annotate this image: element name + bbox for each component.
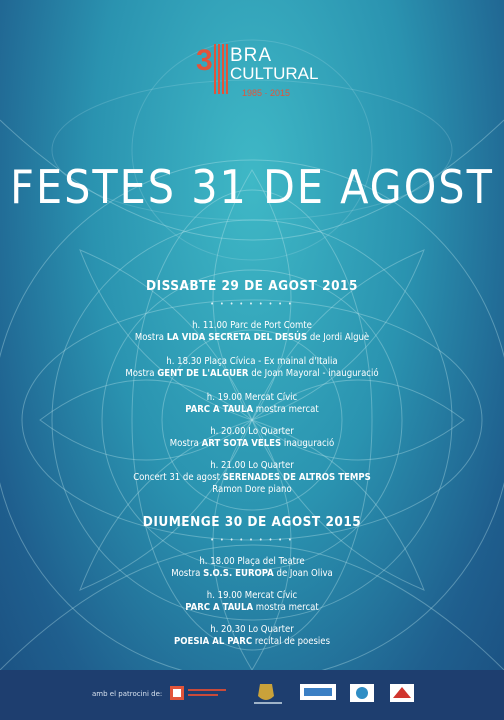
day1-event-5: [0, 460, 504, 496]
sponsor-footer: [0, 670, 504, 720]
day2-event-1: [0, 556, 504, 580]
sponsor-logo-2: [250, 682, 286, 708]
day1-event-2: [0, 356, 504, 380]
event-time: h. 21.00 Lo Quarter: [210, 460, 294, 471]
sponsor-label: amb el patrocini de:: [92, 690, 163, 698]
day2-heading: DIUMENGE 30 DE AGOST 2015: [142, 514, 362, 530]
logo-line1: BRA: [230, 45, 273, 66]
day1-separator: • • • • • • • • •: [210, 300, 294, 308]
event-time: h. 19.00 Mercat Cívic: [206, 590, 298, 601]
day2-event-2: [0, 590, 504, 614]
event-time: h. 18.00 Plaça del Teatre: [199, 556, 305, 567]
event-time: h. 18.30 Plaça Cívica - Ex mainal d'Italia: [166, 356, 338, 367]
event-description: PARC A TAULA mostra mercat: [185, 602, 319, 613]
poster-title: FESTES 31 DE AGOST: [10, 160, 494, 214]
day1-event-1: [0, 320, 504, 344]
event-description: Mostra S.O.S. EUROPA de Joan Oliva: [171, 568, 333, 579]
sponsor-logo-1: [170, 682, 230, 706]
event-description: Mostra ART SOTA VELES inauguració: [169, 438, 335, 449]
logo-years: 1985 · 2015: [242, 88, 291, 98]
day1-event-3: [0, 392, 504, 416]
event-description: POESIA AL PARC recital de poesies: [173, 636, 331, 647]
event-time: h. 20.00 Lo Quarter: [210, 426, 294, 437]
day1-event-4: [0, 426, 504, 450]
event-description: Mostra LA VIDA SECRETA DEL DESÚS de Jordi Alguè: [134, 332, 370, 343]
obra-cultural-logo: [196, 40, 319, 108]
event-time: h. 19.00 Mercat Cívic: [206, 392, 298, 403]
sponsor-logo-3: [300, 682, 336, 706]
logo-number: 3: [196, 44, 212, 77]
event-time: h. 11.00 Parc de Port Comte: [192, 320, 312, 331]
event-time: h. 20.30 Lo Quarter: [210, 624, 294, 635]
sponsor-logo-5: [390, 682, 416, 706]
day1-heading: DISSABTE 29 DE AGOST 2015: [146, 278, 358, 294]
day2-event-3: [0, 624, 504, 648]
day2-separator: • • • • • • • • •: [210, 536, 294, 544]
event-description: PARC A TAULA mostra mercat: [185, 404, 319, 415]
logo-stripes: [214, 44, 228, 94]
event-description: Concert 31 de agost SERENADES DE ALTROS TEMPS: [133, 472, 371, 483]
sponsor-logo-4: [350, 682, 376, 706]
logo-line2: CULTURAL: [230, 64, 319, 83]
event-performer: Ramon Dore piano: [212, 484, 292, 495]
event-description: Mostra GENT DE L'ALGUER de Joan Mayoral - inauguració: [125, 368, 379, 379]
